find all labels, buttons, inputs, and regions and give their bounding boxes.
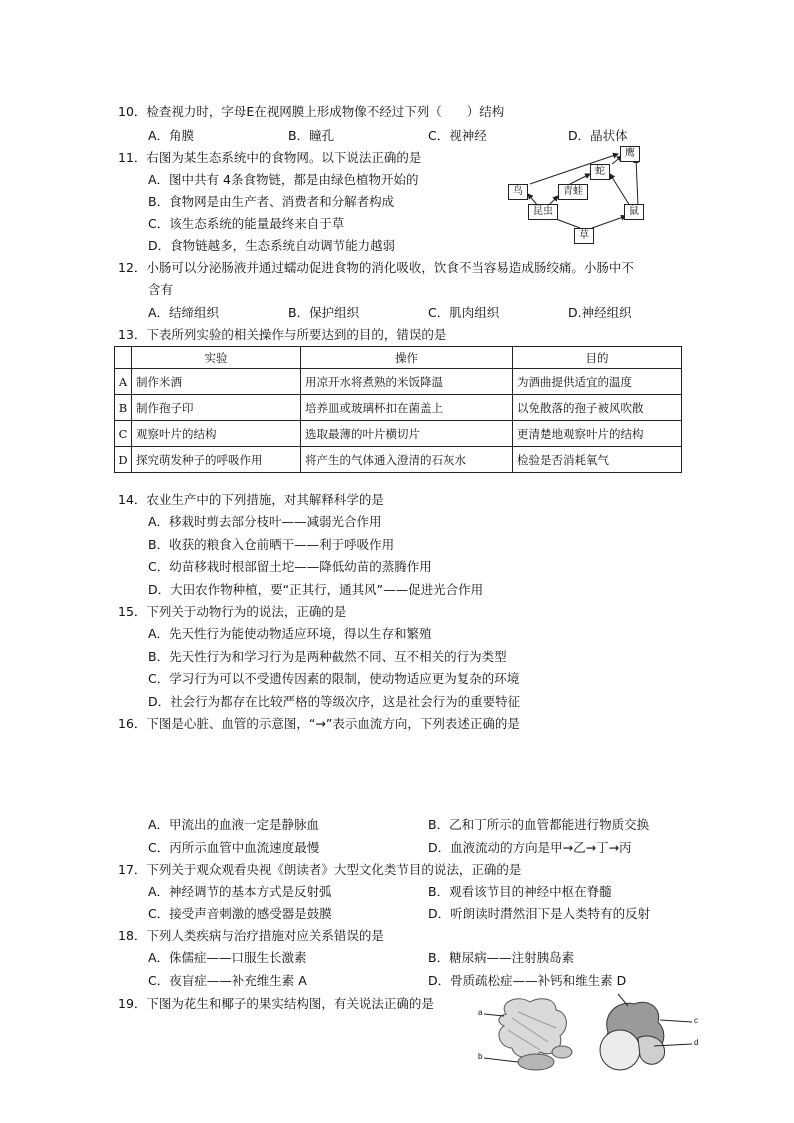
table-cell: C (115, 421, 132, 447)
table-cell: 培养皿或玻璃杯扣在菌盖上 (300, 395, 512, 421)
q11-option-c: C．该生态系统的能量最终来自于草 (148, 216, 345, 231)
q18-option-b: B．糖尿病——注射胰岛素 (428, 950, 575, 965)
table-header-cell: 实验 (132, 347, 301, 369)
q16-stem: 16．下图是心脏、血管的示意图，“→”表示血流方向，下列表述正确的是 (118, 716, 520, 731)
q15-option-a: A．先天性行为能使动物适应环境，得以生存和繁殖 (148, 626, 432, 641)
label-d: d (694, 1038, 699, 1047)
q10-option-a: A．角膜 (148, 128, 195, 143)
q10-option-c: C．视神经 (428, 128, 487, 143)
q15-option-d: D．社会行为都存在比较严格的等级次序，这是社会行为的重要特征 (148, 694, 521, 709)
node-grass: 草 (574, 228, 594, 244)
table-cell: 制作米酒 (132, 369, 301, 395)
q14-option-d: D．大田农作物种植，要“正其行，通其风”——促进光合作用 (148, 582, 484, 597)
label-b-line (484, 1058, 518, 1062)
q17-option-a: A．神经调节的基本方式是反射弧 (148, 884, 332, 899)
q16-option-b: B．乙和丁所示的血管都能进行物质交换 (428, 817, 650, 832)
food-web-diagram (500, 142, 660, 246)
q12-option-b: B．保护组织 (288, 305, 360, 320)
table-row (115, 369, 682, 395)
table-row (115, 421, 682, 447)
q14-option-a: A．移栽时剪去部分枝叶——减弱光合作用 (148, 514, 382, 529)
q16-option-a: A．甲流出的血液一定是静脉血 (148, 817, 320, 832)
node-snake: 蛇 (590, 164, 610, 180)
q18-stem: 18．下列人类疾病与治疗措施对应关系错误的是 (118, 928, 384, 943)
q14-option-c: C．幼苗移栽时根部留土坨——降低幼苗的蒸腾作用 (148, 559, 432, 574)
q18-option-d: D．骨质疏松症——补钙和维生素 D (428, 973, 627, 988)
node-eagle: 鹰 (620, 146, 640, 162)
q15-option-b: B．先天性行为和学习行为是两种截然不同、互不相关的行为类型 (148, 649, 507, 664)
peanut-seed-shape-2 (552, 1046, 572, 1058)
table-cell: 制作孢子印 (132, 395, 301, 421)
table-header-row (115, 347, 682, 369)
q17-option-d: D．听朗读时潸然泪下是人类特有的反射 (428, 906, 651, 921)
q12-stem-cont: 含有 (148, 282, 174, 297)
q16-option-c: C．丙所示血管中血流速度最慢 (148, 840, 320, 855)
coconut-seed-shape (600, 1030, 640, 1070)
label-a: a (478, 1008, 483, 1017)
q13-stem: 13．下表所列实验的相关操作与所要达到的目的，错误的是 (118, 327, 447, 342)
q17-stem: 17．下列关于观众观看央视《朗读者》大型文化类节目的说法，正确的是 (118, 862, 522, 877)
q11-stem: 11．右图为某生态系统中的食物网。以下说法正确的是 (118, 150, 422, 165)
table-cell: 为酒曲提供适宜的温度 (513, 369, 682, 395)
table-cell: D (115, 447, 132, 473)
experiment-table (114, 346, 682, 473)
q11-option-b: B．食物网是由生产者、消费者和分解者构成 (148, 194, 395, 209)
q10-stem: 10．检查视力时，字母E在视网膜上形成物像不经过下列（ ）结构 (118, 104, 505, 119)
node-insect: 昆虫 (528, 204, 558, 220)
table-cell: 观察叶片的结构 (132, 421, 301, 447)
node-bird: 鸟 (508, 184, 528, 200)
fruit-drawings (478, 992, 708, 1082)
table-cell: 更清楚地观察叶片的结构 (513, 421, 682, 447)
table-cell: 以免散落的孢子被风吹散 (513, 395, 682, 421)
q14-option-b: B．收获的粮食入仓前晒干——利于呼吸作用 (148, 537, 395, 552)
table-header-cell: 操作 (300, 347, 512, 369)
table-cell: 将产生的气体通入澄清的石灰水 (300, 447, 512, 473)
q12-option-a: A．结缔组织 (148, 305, 220, 320)
label-c: c (694, 1016, 698, 1025)
q10-option-d: D．晶状体 (568, 128, 628, 143)
q19-stem: 19．下图为花生和椰子的果实结构图，有关说法正确的是 (118, 996, 434, 1011)
label-b: b (478, 1052, 483, 1061)
table-cell: A (115, 369, 132, 395)
label-a-line (484, 1014, 504, 1016)
q14-stem: 14．农业生产中的下列措施，对其解释科学的是 (118, 492, 384, 507)
table-header-cell (115, 347, 132, 369)
q17-option-c: C．接受声音刺激的感受器是鼓膜 (148, 906, 332, 921)
q10-option-b: B．瞳孔 (288, 128, 335, 143)
table-cell: 检验是否消耗氧气 (513, 447, 682, 473)
q18-option-c: C．夜盲症——补充维生素 A (148, 973, 307, 988)
q11-option-a: A．图中共有 4条食物链，都是由绿色植物开始的 (148, 172, 419, 187)
table-row (115, 447, 682, 473)
table-cell: B (115, 395, 132, 421)
table-cell: 用凉开水将煮熟的米饭降温 (300, 369, 512, 395)
q11-option-d: D．食物链越多，生态系统自动调节能力越弱 (148, 238, 396, 253)
fruit-structure-figure (478, 992, 708, 1082)
q12-option-c: C．肌肉组织 (428, 305, 500, 320)
node-frog: 青蛙 (558, 184, 588, 200)
table-cell: 探究萌发种子的呼吸作用 (132, 447, 301, 473)
label-c-line (660, 1020, 692, 1022)
table-header-cell: 目的 (513, 347, 682, 369)
q12-stem: 12．小肠可以分泌肠液并通过蠕动促进食物的消化吸收，饮食不当容易造成肠绞痛。小肠中不 (118, 260, 634, 275)
q15-stem: 15．下列关于动物行为的说法，正确的是 (118, 604, 347, 619)
table-row (115, 395, 682, 421)
q18-option-a: A．侏儒症——口服生长激素 (148, 950, 307, 965)
q12-option-d: D.神经组织 (568, 305, 632, 320)
table-cell: 选取最薄的叶片横切片 (300, 421, 512, 447)
node-mouse: 鼠 (624, 204, 644, 220)
q16-option-d: D．血液流动的方向是甲→乙→丁→丙 (428, 840, 632, 855)
q15-option-c: C．学习行为可以不受遗传因素的限制，使动物适应更为复杂的环境 (148, 671, 520, 686)
q17-option-b: B．观看该节目的神经中枢在脊髓 (428, 884, 612, 899)
peanut-seed-shape (518, 1054, 554, 1070)
